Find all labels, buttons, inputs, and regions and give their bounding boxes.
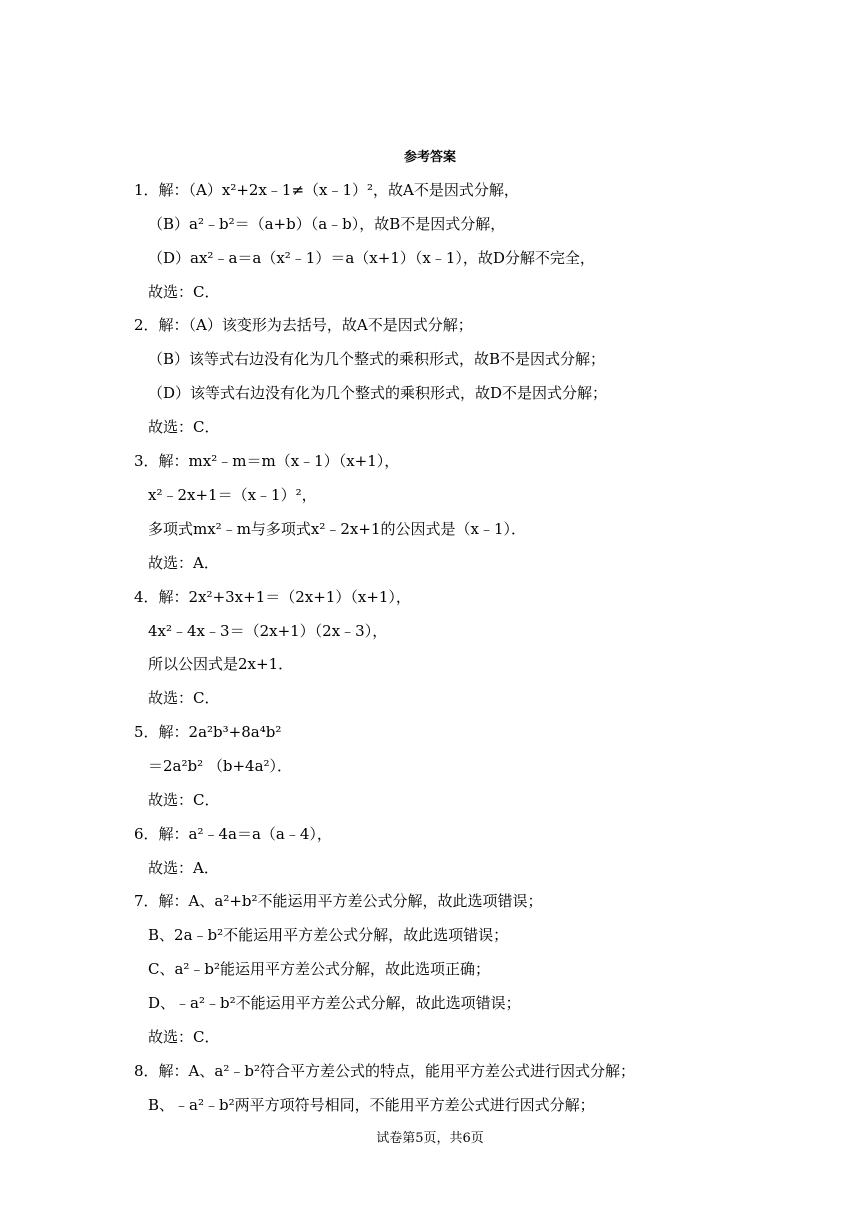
- answer-2-line-4: 故选：C．: [148, 418, 220, 436]
- answer-1-line-3: （D）ax²﹣a＝a（x²﹣1）＝a（x+1）（x﹣1），故D分解不完全，: [148, 249, 595, 267]
- answer-3-line-1: [134, 451, 399, 471]
- answer-5-line-2: ＝2a²b² （b+4a²）．: [148, 757, 293, 775]
- answer-2-line-2: （B）该等式右边没有化为几个整式的乘积形式，故B不是因式分解；: [148, 350, 606, 368]
- answer-text: 解：（A）该变形为去括号，故A不是因式分解；: [158, 316, 473, 334]
- answer-4-line-2: 4x²﹣4x﹣3＝（2x+1）（2x﹣3），: [148, 622, 388, 640]
- answer-5-line-1: [134, 722, 281, 742]
- answer-7-line-1: [134, 891, 543, 911]
- answer-7-line-2: B、2a﹣b²不能运用平方差公式分解，故此选项错误；: [148, 926, 509, 944]
- answer-4-line-1: [134, 587, 411, 607]
- page-footer: 试卷第5页，共6页: [376, 1131, 484, 1146]
- answer-7-line-3: C、a²﹣b²能运用平方差公式分解，故此选项正确；: [148, 960, 491, 978]
- answer-number: 5．: [134, 723, 159, 741]
- answer-2-line-3: （D）该等式右边没有化为几个整式的乘积形式，故D不是因式分解；: [148, 384, 608, 402]
- answer-4-line-4: 故选：C．: [148, 689, 220, 707]
- answer-text: 解：a²﹣4a＝a（a﹣4），: [158, 825, 332, 843]
- answer-text: 解：A、a²﹣b²符合平方差公式的特点，能用平方差公式进行因式分解；: [158, 1062, 635, 1080]
- answer-3-line-2: x²﹣2x+1＝（x﹣1）²，: [148, 486, 317, 504]
- answer-7-line-5: 故选：C．: [148, 1028, 220, 1046]
- answer-number: 6．: [134, 825, 159, 843]
- answer-8-line-2: B、﹣a²﹣b²两平方项符号相同，不能用平方差公式进行因式分解；: [148, 1096, 595, 1114]
- answer-3-line-3: 多项式mx²﹣m与多项式x²﹣2x+1的公因式是（x﹣1）．: [148, 520, 527, 538]
- answer-6-line-2: 故选：A．: [148, 859, 219, 877]
- answer-number: 7．: [134, 892, 159, 910]
- answer-1-line-2: （B）a²﹣b²＝（a+b）（a﹣b），故B不是因式分解，: [148, 215, 506, 233]
- answer-number: 1．: [134, 181, 159, 199]
- answer-5-line-3: 故选：C．: [148, 791, 220, 809]
- answer-text: 解：（A）x²+2x﹣1≠（x﹣1）²，故A不是因式分解，: [158, 181, 519, 199]
- answer-text: 解：mx²﹣m＝m（x﹣1）（x+1），: [158, 452, 400, 470]
- answer-number: 4．: [134, 588, 159, 606]
- page-title: 参考答案: [403, 150, 456, 165]
- answer-number: 2．: [134, 316, 159, 334]
- answer-4-line-3: 所以公因式是2x+1．: [148, 655, 294, 673]
- answer-6-line-1: [134, 824, 332, 844]
- answer-3-line-4: 故选：A．: [148, 554, 219, 572]
- answer-2-line-1: [134, 315, 473, 335]
- answer-text: 解：A、a²+b²不能运用平方差公式分解，故此选项错误；: [158, 892, 543, 910]
- answer-text: 解：2x²+3x+1＝（2x+1）（x+1），: [158, 588, 411, 606]
- answer-1-line-1: [134, 180, 519, 200]
- answer-7-line-4: D、﹣a²﹣b²不能运用平方差公式分解，故此选项错误；: [148, 994, 521, 1012]
- answer-1-line-4: 故选：C．: [148, 283, 220, 301]
- answer-number: 3．: [134, 452, 159, 470]
- answer-text: 解：2a²b³+8a⁴b²: [158, 723, 282, 741]
- answer-number: 8．: [134, 1062, 159, 1080]
- answer-8-line-1: [134, 1061, 635, 1081]
